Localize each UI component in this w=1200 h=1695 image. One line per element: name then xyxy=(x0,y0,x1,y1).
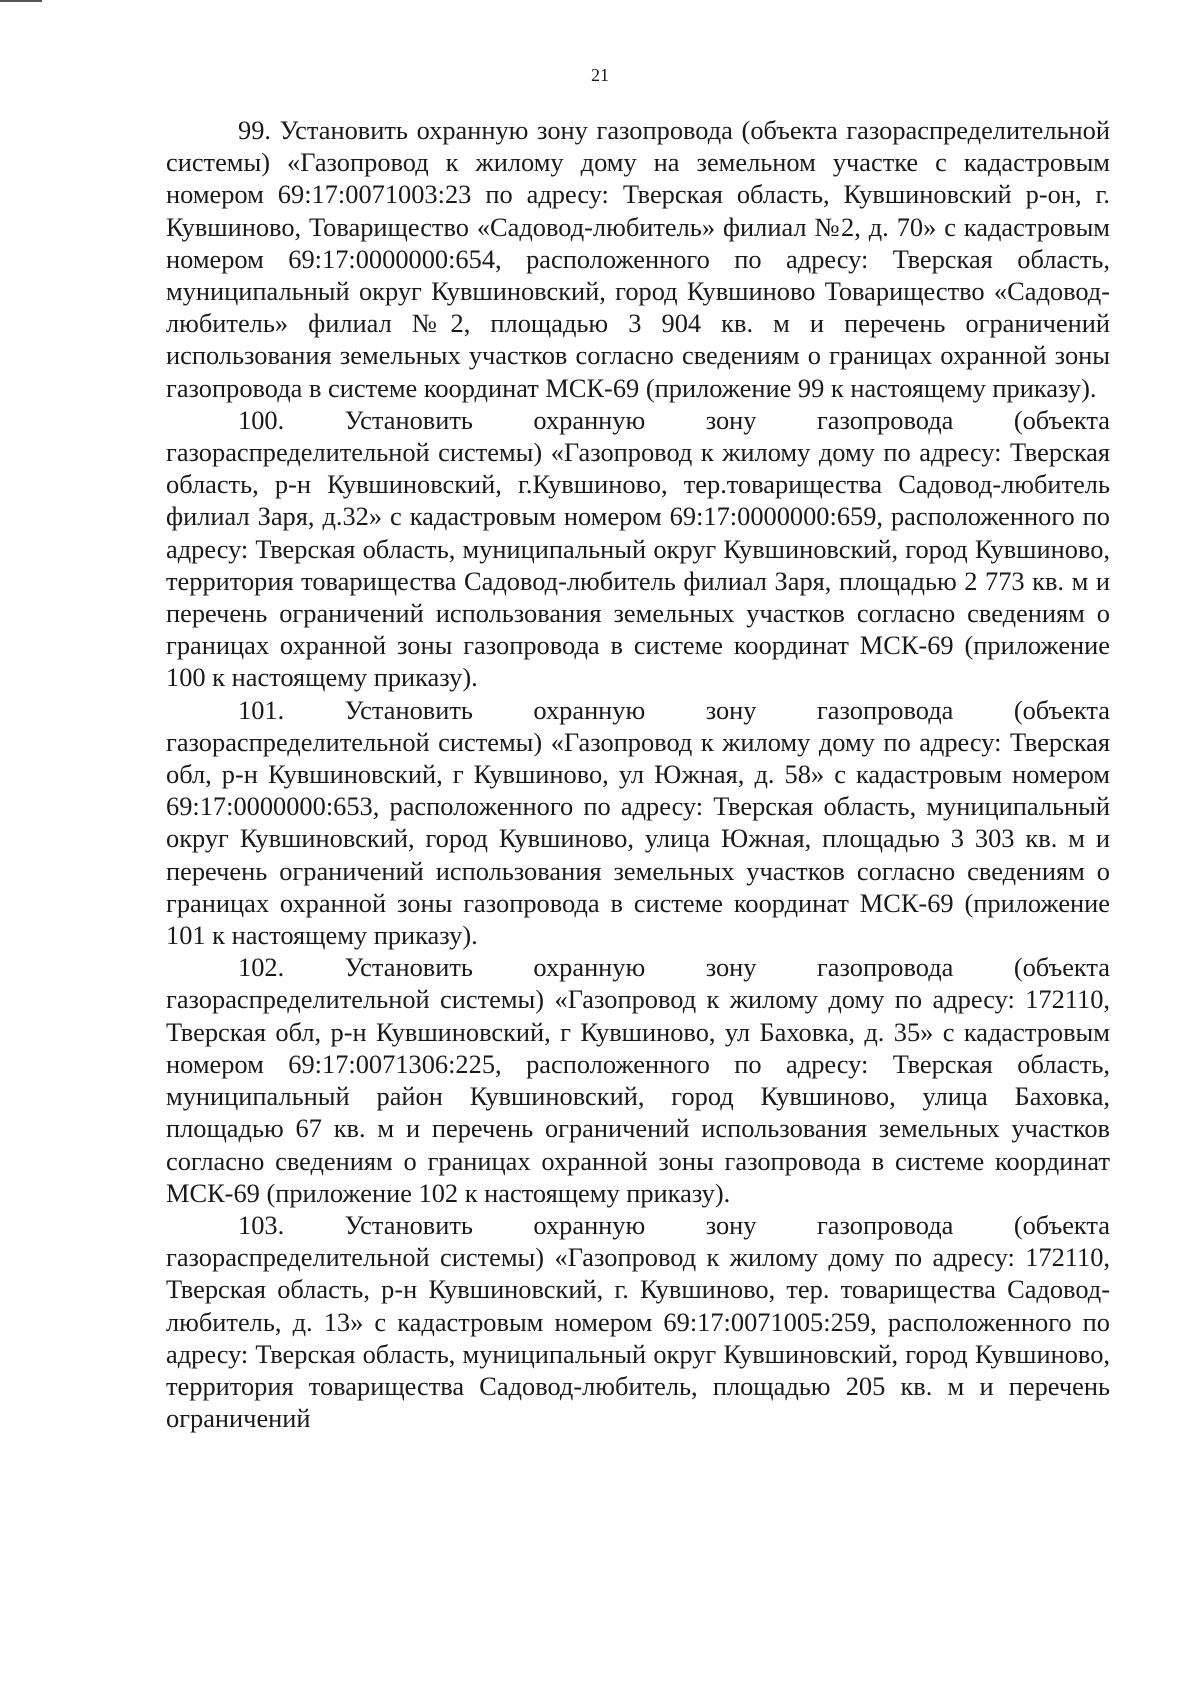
paragraph-number: 101. xyxy=(238,694,285,725)
paragraph-100 xyxy=(166,404,1110,694)
paragraph-101 xyxy=(166,694,1110,952)
paragraph-99 xyxy=(166,114,1110,404)
page-number: 21 xyxy=(591,65,609,85)
paragraph-number: 99. xyxy=(238,115,271,145)
paragraph-number: 102. xyxy=(238,952,285,983)
paragraph-text: Установить охранную зону газопровода (объекта газораспределительной системы) «Газопровод к жилому дому по адресу: Тверская обл, р-н Кувшиновский, г Кувшиново, ул Южная, д. 58» с кадастровым номером 69:17:0000000:653, расположенного по адресу: Тверская область, муниципальный округ Кувшиновский, город Кувшиново, улица Южная, площадью 3 303 кв. м и перечень ограничений использования земельных участков согласно сведениям о границах охранной зоны газопровода в системе координат МСК-69 (приложение 101 к настоящему приказу). xyxy=(166,694,1110,951)
paragraph-text: Установить охранную зону газопровода (объекта газораспределительной системы) «Газопровод к жилому дому на земельном участке с кадастровым номером 69:17:0071003:23 по адресу: Тверская область, Кувшиновский р-он, г. Кувшиново, Товарищество «Садовод-любитель» филиал №2, д. 70» с кадастровым номером 69:17:0000000:654, расположенного по адресу: Тверская область, муниципальный округ Кувшиновский, город Кувшиново Товарищество «Садовод-любитель» филиал №2, площадью 3 904 кв. м и перечень ограничений использования земельных участков согласно сведениям о границах охранной зоны газопровода в системе координат МСК-69 (приложение 99 к настоящему приказу). xyxy=(166,115,1110,403)
paragraph-text: Установить охранную зону газопровода (объекта газораспределительной системы) «Газопровод к жилому дому по адресу: 172110, Тверская область, р-н Кувшиновский, г. Кувшиново, тер. товарищества Садовод-любитель, д. 13» с кадастровым номером 69:17:0071005:259, расположенного по адресу: Тверская область, муниципальный округ Кувшиновский, город Кувшиново, территория товарищества Садовод-любитель, площадью 205 кв. м и перечень ограничений xyxy=(166,1209,1110,1434)
paragraph-number: 103. xyxy=(238,1209,285,1240)
paragraph-103 xyxy=(166,1209,1110,1434)
paragraph-number: 100. xyxy=(238,404,285,435)
scan-edge-mark xyxy=(0,0,42,2)
document-body xyxy=(166,114,1110,1434)
paragraph-102 xyxy=(166,951,1110,1209)
paragraph-text: Установить охранную зону газопровода (объекта газораспределительной системы) «Газопровод к жилому дому по адресу: Тверская область, р-н Кувшиновский, г.Кувшиново, тер.товарищества Садовод-любитель филиал Заря, д.32» с кадастровым номером 69:17:0000000:659, расположенного по адресу: Тверская область, муниципальный округ Кувшиновский, город Кувшиново, территория товарищества Садовод-любитель филиал Заря, площадью 2 773 кв. м и перечень ограничений использования земельных участков согласно сведениям о границах охранной зоны газопровода в системе координат МСК-69 (приложение 100 к настоящему приказу). xyxy=(166,404,1110,693)
paragraph-text: Установить охранную зону газопровода (объекта газораспределительной системы) «Газопровод к жилому дому по адресу: 172110, Тверская обл, р-н Кувшиновский, г Кувшиново, ул Баховка, д. 35» с кадастровым номером 69:17:0071306:225, расположенного по адресу: Тверская область, муниципальный район Кувшиновский, город Кувшиново, улица Баховка, площадью 67 кв. м и перечень ограничений использования земельных участков согласно сведениям о границах охранной зоны газопровода в системе координат МСК-69 (приложение 102 к настоящему приказу). xyxy=(166,952,1110,1208)
